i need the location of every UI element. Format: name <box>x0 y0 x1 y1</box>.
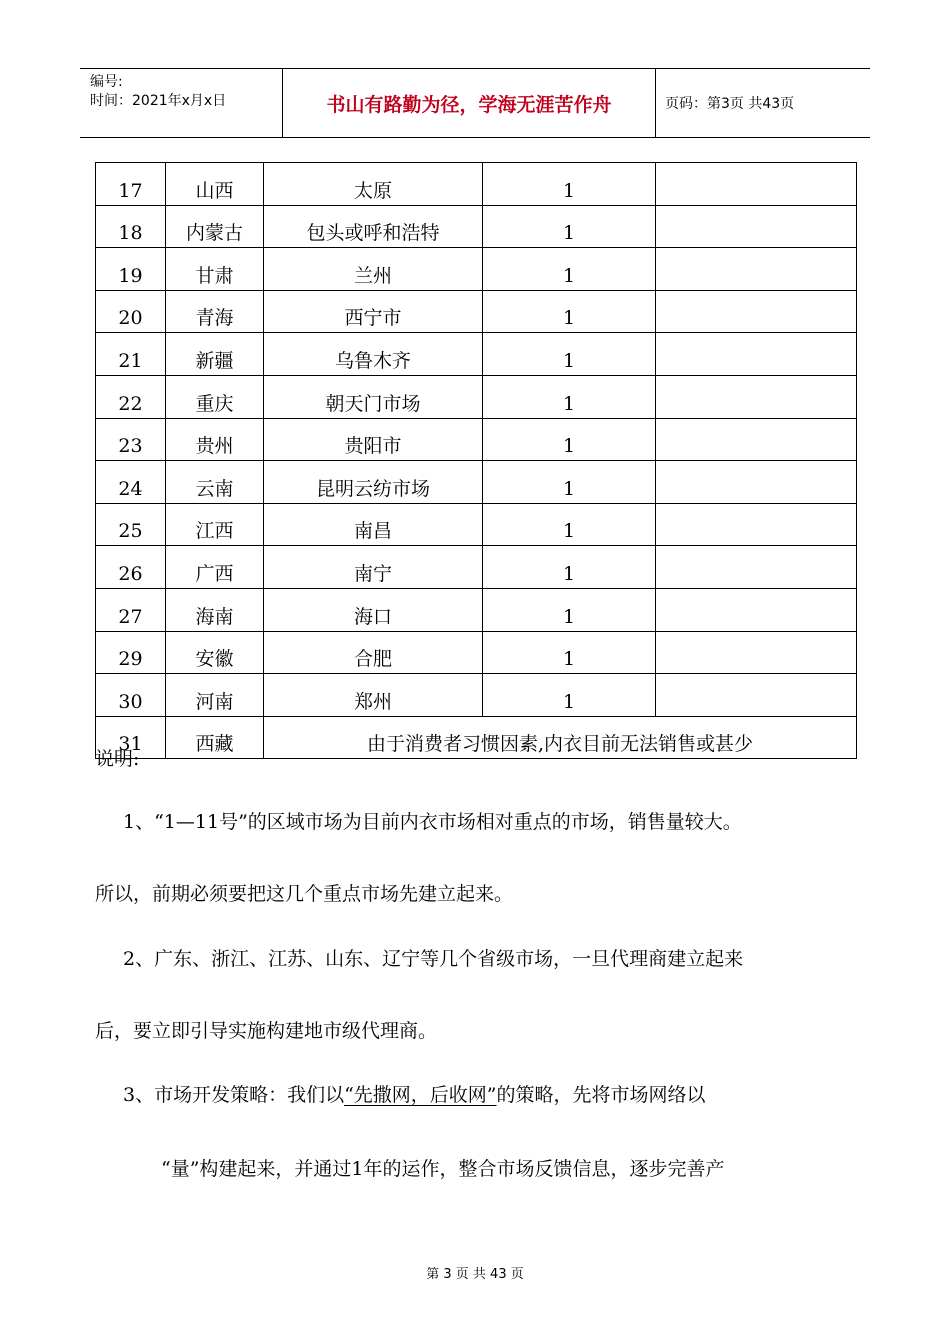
note-3-underlined: “先撒网，后收网” <box>344 1084 497 1106</box>
table-row <box>96 375 857 418</box>
notes-heading: 说明: <box>95 748 140 770</box>
cell-count: 1 <box>483 461 656 504</box>
cell-remark <box>656 248 857 291</box>
market-table-body <box>96 163 857 759</box>
page-header <box>80 68 870 138</box>
cell-merged-note: 由于消费者习惯因素,内衣目前无法销售或甚少 <box>264 716 857 759</box>
cell-province: 重庆 <box>166 375 264 418</box>
cell-count: 1 <box>483 333 656 376</box>
cell-count: 1 <box>483 631 656 674</box>
cell-no: 25 <box>96 503 166 546</box>
table-row <box>96 290 857 333</box>
table-row <box>96 588 857 631</box>
cell-remark <box>656 205 857 248</box>
cell-remark <box>656 290 857 333</box>
cell-city: 朝天门市场 <box>264 375 483 418</box>
cell-remark <box>656 546 857 589</box>
cell-count: 1 <box>483 588 656 631</box>
table-row <box>96 163 857 206</box>
note-3-line-1 <box>123 1083 706 1107</box>
cell-province: 云南 <box>166 461 264 504</box>
cell-count: 1 <box>483 674 656 717</box>
header-motto: 书山有路勤为径，学海无涯苦作舟 <box>282 69 656 137</box>
cell-city: 昆明云纺市场 <box>264 461 483 504</box>
table-row <box>96 248 857 291</box>
date-label: 时间：2021年x月x日 <box>90 93 227 109</box>
cell-province: 安徽 <box>166 631 264 674</box>
cell-no: 21 <box>96 333 166 376</box>
cell-city: 海口 <box>264 588 483 631</box>
cell-count: 1 <box>483 503 656 546</box>
cell-count: 1 <box>483 418 656 461</box>
cell-remark <box>656 503 857 546</box>
cell-remark <box>656 461 857 504</box>
note-1-line-2: 所以，前期必须要把这几个重点市场先建立起来。 <box>95 883 514 905</box>
cell-city: 兰州 <box>264 248 483 291</box>
cell-city: 包头或呼和浩特 <box>264 205 483 248</box>
cell-no: 18 <box>96 205 166 248</box>
cell-count: 1 <box>483 375 656 418</box>
note-2-line-2: 后，要立即引导实施构建地市级代理商。 <box>95 1020 438 1042</box>
cell-no: 17 <box>96 163 166 206</box>
cell-province: 海南 <box>166 588 264 631</box>
note-3-suffix: 的策略，先将市场网络以 <box>496 1084 706 1106</box>
market-table <box>95 162 857 759</box>
cell-remark <box>656 163 857 206</box>
number-label: 编号: <box>90 74 123 90</box>
table-row <box>96 461 857 504</box>
cell-province: 江西 <box>166 503 264 546</box>
cell-no: 26 <box>96 546 166 589</box>
cell-remark <box>656 418 857 461</box>
cell-no: 22 <box>96 375 166 418</box>
cell-province: 山西 <box>166 163 264 206</box>
cell-province: 河南 <box>166 674 264 717</box>
cell-no: 27 <box>96 588 166 631</box>
header-meta <box>80 69 282 137</box>
cell-no: 29 <box>96 631 166 674</box>
table-row <box>96 333 857 376</box>
cell-city: 郑州 <box>264 674 483 717</box>
cell-remark <box>656 631 857 674</box>
table-row <box>96 631 857 674</box>
cell-province: 甘肃 <box>166 248 264 291</box>
cell-province: 内蒙古 <box>166 205 264 248</box>
cell-count: 1 <box>483 290 656 333</box>
cell-province: 青海 <box>166 290 264 333</box>
cell-count: 1 <box>483 248 656 291</box>
note-3-prefix: 3、市场开发策略：我们以 <box>123 1084 345 1106</box>
header-page-info: 页码：第3页 共43页 <box>665 96 795 112</box>
note-3-line-2: “量”构建起来，并通过1年的运作，整合市场反馈信息，逐步完善产 <box>161 1158 725 1180</box>
note-1-line-1: 1、“1—11号”的区域市场为目前内衣市场相对重点的市场，销售量较大。 <box>123 811 742 833</box>
cell-province: 新疆 <box>166 333 264 376</box>
table-row <box>96 674 857 717</box>
cell-city: 太原 <box>264 163 483 206</box>
cell-no: 19 <box>96 248 166 291</box>
table-row <box>96 205 857 248</box>
cell-remark <box>656 674 857 717</box>
cell-no: 23 <box>96 418 166 461</box>
table-row-last <box>96 716 857 759</box>
cell-city: 合肥 <box>264 631 483 674</box>
table-row <box>96 418 857 461</box>
cell-city: 南宁 <box>264 546 483 589</box>
cell-remark <box>656 333 857 376</box>
table-row <box>96 503 857 546</box>
cell-no: 31 <box>96 716 166 759</box>
cell-province: 贵州 <box>166 418 264 461</box>
page-footer: 第 3 页 共 43 页 <box>426 1267 524 1282</box>
cell-no: 24 <box>96 461 166 504</box>
cell-count: 1 <box>483 546 656 589</box>
note-2-line-1: 2、广东、浙江、江苏、山东、辽宁等几个省级市场，一旦代理商建立起来 <box>123 948 744 970</box>
cell-remark <box>656 588 857 631</box>
cell-count: 1 <box>483 163 656 206</box>
cell-no: 20 <box>96 290 166 333</box>
cell-no: 30 <box>96 674 166 717</box>
cell-province: 广西 <box>166 546 264 589</box>
table-row <box>96 546 857 589</box>
cell-city: 乌鲁木齐 <box>264 333 483 376</box>
cell-remark <box>656 375 857 418</box>
cell-city: 西宁市 <box>264 290 483 333</box>
cell-province: 西藏 <box>166 716 264 759</box>
cell-city: 贵阳市 <box>264 418 483 461</box>
cell-city: 南昌 <box>264 503 483 546</box>
cell-count: 1 <box>483 205 656 248</box>
